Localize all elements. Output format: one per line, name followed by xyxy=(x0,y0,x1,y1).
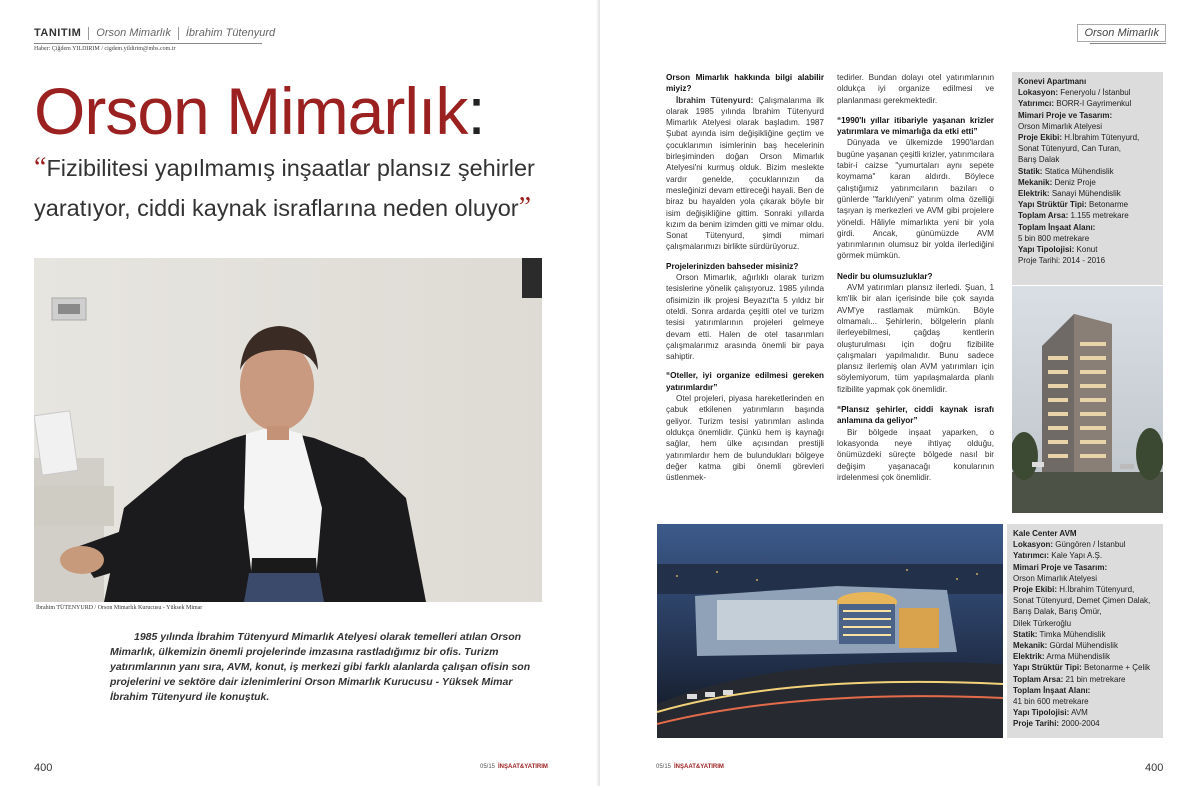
detail-value: Gürdal Mühendislik xyxy=(1049,641,1118,651)
project-detail-line xyxy=(1013,584,1157,595)
detail-label: Yapı Strüktür Tipi: xyxy=(1018,200,1087,210)
detail-value: Kale Yapı A.Ş. xyxy=(1051,551,1103,561)
project-detail-line xyxy=(1013,685,1157,696)
project-detail-line xyxy=(1013,696,1157,707)
detail-value: H.İbrahim Tütenyurd, xyxy=(1064,133,1140,143)
detail-value: Arma Mühendislik xyxy=(1046,652,1110,662)
detail-value: Deniz Proje xyxy=(1054,177,1096,187)
detail-value: H.İbrahim Tütenyurd, xyxy=(1059,585,1135,595)
header-divider xyxy=(88,27,89,40)
answer-paragraph: Bir bölgede inşaat yaparken, o lokasyonda neye ihtiyaç olduğu, önümüzdeki süreçte bölgede nasıl bir değişim yaşanacağı konularının irdelenmesi çok önemlidir. xyxy=(837,427,994,482)
detail-value: Barış Dalak, Barış Ömür, xyxy=(1013,607,1102,617)
byline: Haber: Çiğdem YILDIRIM / cigdem.yildirim@mbs.com.tr xyxy=(34,46,176,52)
section-header xyxy=(34,24,275,42)
project-detail-line xyxy=(1013,573,1157,584)
intro-paragraph: 1985 yılında İbrahim Tütenyurd Mimarlık Atelyesi olarak temelleri atılan Orson Mimarlık, ülkemizin önemli projelerinde imzasına rastladığımız bir ofis. Turizm yatırımlarının yanı sıra, AVM, konut, iş merkezi gibi farklı alanlarda çalışan ofisin son projelerini ve sektöre dair izlenimlerini Orson Mimarlık Kurucusu - Yüksek Mimar İbrahim Tütenyurd ile konuştuk. xyxy=(110,631,531,703)
detail-label: Lokasyon: xyxy=(1018,88,1059,98)
detail-label: Proje Ekibi: xyxy=(1013,585,1058,595)
detail-value: Sonat Tütenyurd, Demet Çimen Dalak, xyxy=(1013,596,1151,606)
portrait-illustration xyxy=(34,258,542,602)
detail-value: 41 bin 600 metrekare xyxy=(1013,697,1089,707)
project-detail-line xyxy=(1018,233,1157,244)
pull-heading: “1990'lı yıllar itibariyle yaşanan krizler yatırımlara ve mimarlığa da etki etti” xyxy=(837,115,994,137)
article-column-1 xyxy=(666,72,824,483)
answer-paragraph-continued: tedirler. Bundan dolayı otel yatırımlarının oldukça iyi organize edilmesi ve planlanması gerekmektedir. xyxy=(837,73,994,105)
magazine-footer xyxy=(480,764,548,770)
quote-open: “ xyxy=(34,152,47,183)
project-detail-line xyxy=(1013,595,1157,606)
project-detail-line xyxy=(1013,629,1157,640)
detail-value: Sonat Tütenyurd, Can Turan, xyxy=(1018,144,1122,154)
detail-label: Elektrik: xyxy=(1018,189,1050,199)
project-detail-line xyxy=(1013,539,1157,550)
detail-value: Dilek Türkeroğlu xyxy=(1013,618,1072,628)
article-column-2 xyxy=(837,72,994,483)
project-detail-line xyxy=(1018,110,1157,121)
article-subtitle xyxy=(34,148,574,228)
building-render-photo xyxy=(1012,286,1163,513)
magazine-issue: 05/15 xyxy=(480,764,496,770)
subtitle-text: Fizibilitesi yapılmamış inşaatlar plansız şehirler yaratıyor, ciddi kaynak israflarına neden oluyor xyxy=(34,155,535,221)
detail-value: Timka Mühendislik xyxy=(1039,629,1106,639)
header-rule xyxy=(1090,43,1166,44)
project-detail-line xyxy=(1013,651,1157,662)
project-detail-line xyxy=(1018,177,1157,188)
project-detail-line xyxy=(1013,618,1157,629)
project-detail-line xyxy=(1013,718,1157,729)
mall-illustration xyxy=(657,524,1003,738)
project-info-box-konevi xyxy=(1012,72,1163,285)
pull-heading: “Plansız şehirler, ciddi kaynak israfı anlamına da geliyor” xyxy=(837,405,994,426)
project-detail-line xyxy=(1018,188,1157,199)
answer-paragraph xyxy=(666,95,824,253)
answer-paragraph: Orson Mimarlık, ağırlıklı olarak turizm tesislerine yönelik çalışıyoruz. 1985 yılında ofisimizin ilk projesi Beyazıt'ta 5 yıldız bir oteldi. Sonra ardarda çeşitli otel ve turizm tesisi yatırımlarının projeleri gelmeye devam etti. Halen de otel tasarımları çalışmalarımız arasında önemli bir paya sahiptir. xyxy=(666,273,824,362)
question-heading: Projelerinizden bahseder misiniz? xyxy=(666,261,799,271)
header-rule xyxy=(34,43,262,44)
answer-paragraph: AVM yatırımları plansız ilerledi. Şuan, 1 km'lik bir alan içerisinde bile çok sayıda AVM'ye rastlamak mümkün. Böyle olmamalı... Şehirlerin, bölgelerin planlı ilerleyebilmesi, çağdaş kentlerin oluşturulması için doğru fizibilite çalışmaları yapılmalıdır. Bunu sadece plansız ilerlemiş olan AVM yatırımları için söylemiyorum, tüm yapılaşmalarda planlı fizibilite yapmak çok önemlidir. xyxy=(837,283,994,394)
photo-caption: İbrahim TÜTENYURD / Orson Mimarlık Kurucusu - Yüksek Mimar xyxy=(36,605,203,611)
detail-label: Toplam İnşaat Alanı: xyxy=(1013,685,1091,695)
detail-label: Yatırımcı: xyxy=(1013,551,1050,561)
project-detail-line xyxy=(1013,707,1157,718)
project-detail-line xyxy=(1013,640,1157,651)
right-page xyxy=(600,0,1200,786)
detail-value: Orson Mimarlık Atelyesi xyxy=(1018,121,1103,131)
detail-label: Proje Ekibi: xyxy=(1018,133,1063,143)
detail-value: Sanayi Mühendislik xyxy=(1051,189,1121,199)
detail-value: 21 bin metrekare xyxy=(1065,674,1126,684)
detail-value: Statica Mühendislik xyxy=(1044,166,1114,176)
project-detail-line xyxy=(1013,562,1157,573)
project-name: Konevi Apartmanı xyxy=(1018,77,1087,86)
detail-value: AVM xyxy=(1071,708,1088,718)
project-detail-line xyxy=(1018,154,1157,165)
detail-value: 5 bin 800 metrekare xyxy=(1018,233,1090,243)
title-colon: : xyxy=(467,74,485,148)
detail-label: Mimari Proje ve Tasarım: xyxy=(1018,110,1113,120)
detail-label: Yapı Tipolojisi: xyxy=(1013,708,1070,718)
mall-night-photo xyxy=(657,524,1003,738)
detail-label: Toplam İnşaat Alanı: xyxy=(1018,222,1096,232)
detail-label: Proje Tarihi: xyxy=(1013,719,1060,729)
right-header-label: Orson Mimarlık xyxy=(1077,24,1166,42)
detail-value: BORR-I Gayrimenkul xyxy=(1056,99,1132,109)
detail-label: Yapı Tipolojisi: xyxy=(1018,245,1075,255)
question-heading: Orson Mimarlık hakkında bilgi alabilir miyiz? xyxy=(666,73,824,94)
detail-value: Betonarme + Çelik xyxy=(1083,663,1151,673)
project-detail-line xyxy=(1018,255,1157,266)
project-detail-line xyxy=(1018,199,1157,210)
quote-close: ” xyxy=(518,192,532,223)
article-title-text: Orson Mimarlık xyxy=(34,74,468,148)
answer-paragraph: Dünyada ve ülkemizde 1990'lardan bugüne yaşanan çeşitli krizler, yatırımcılara tabir-i caizse "yumurtaları aynı sepete koymama" karan aldırdı. Böylece çalıştığımız yatırımcıların bazıları o günlerde "farklı/yeni" yatırım olma özelliği taşıyan iş merkezleri ve AVM gibi projelere yöneldi. Hâliyle mimarlıkta yeni bir yola girdi. Ancak, günümüzde AVM yatırımlarının olumsuz bir yolda ilerlediğini görmek mümkün. xyxy=(837,138,994,261)
answer-text: Çalışmalarıma ilk olarak 1985 yılında İbrahim Tütenyurd Mimarlık Atelyesi olarak başladım. 1987 Şubat ayında isim değişikliğine geçtim ve çocuklarımın isimlerinin baş hecelerinin birleşiminden doğan Orson Mimarlık Atelyesi'ni kurmuş olduk. Bizim meslekte vardır genelde, çocuklarınızın da mesleğinizi devam ettireceği hayali. Ben de biraz bu hayalden yola çıkarak böyle bir isim değişikliğine gittim. Sonraki yıllarda kızım da benim izimden gitti ve mimar oldu. Sonat Tütenyurd, şimdi mimari çalışmalarımızı birlikte sürdürüyoruz. xyxy=(666,95,824,252)
project-detail-line xyxy=(1018,210,1157,221)
header-item-company: Orson Mimarlık xyxy=(96,27,171,39)
detail-label: Elektrik: xyxy=(1013,652,1045,662)
page-number: 400 xyxy=(1145,762,1164,774)
detail-value: Güngören / İstanbul xyxy=(1055,540,1126,550)
project-detail-line xyxy=(1013,662,1157,673)
detail-value: 1.155 metrekare xyxy=(1070,211,1129,221)
project-detail-line xyxy=(1018,87,1157,98)
question-heading: Nedir bu olumsuzluklar? xyxy=(837,271,933,281)
section-label: TANITIM xyxy=(34,27,82,39)
article-title xyxy=(34,74,485,148)
detail-label: Statik: xyxy=(1018,166,1043,176)
magazine-name: İNŞAAT&YATIRIM xyxy=(498,764,548,770)
portrait-photo xyxy=(34,258,542,602)
header-divider xyxy=(178,27,179,40)
magazine-issue: 05/15 xyxy=(656,764,672,770)
magazine-footer xyxy=(656,764,724,770)
detail-value: Barış Dalak xyxy=(1018,155,1060,165)
project-info-box-kale-center xyxy=(1007,524,1163,738)
apartment-illustration xyxy=(1012,286,1163,513)
detail-label: Statik: xyxy=(1013,629,1038,639)
detail-value: Orson Mimarlık Atelyesi xyxy=(1013,573,1098,583)
detail-value: Betonarme xyxy=(1088,200,1129,210)
pull-heading: “Oteller, iyi organize edilmesi gereken yatırımlardır” xyxy=(666,371,824,392)
project-detail-line xyxy=(1013,674,1157,685)
project-detail-line xyxy=(1018,166,1157,177)
detail-label: Toplam Arsa: xyxy=(1013,674,1064,684)
project-detail-line xyxy=(1013,550,1157,561)
detail-label: Mimari Proje ve Tasarım: xyxy=(1013,562,1108,572)
magazine-name: İNŞAAT&YATIRIM xyxy=(674,764,724,770)
detail-value: Konut xyxy=(1076,245,1098,255)
detail-label: Yapı Strüktür Tipi: xyxy=(1013,663,1082,673)
project-detail-line xyxy=(1018,121,1157,132)
detail-label: Lokasyon: xyxy=(1013,540,1054,550)
project-detail-line xyxy=(1013,606,1157,617)
project-detail-line xyxy=(1018,244,1157,255)
header-item-person: İbrahim Tütenyurd xyxy=(185,27,276,39)
project-detail-line xyxy=(1018,132,1157,143)
detail-label: Mekanik: xyxy=(1013,641,1048,651)
detail-label: Mekanik: xyxy=(1018,177,1053,187)
project-detail-line xyxy=(1018,143,1157,154)
detail-label: Toplam Arsa: xyxy=(1018,211,1069,221)
page-number: 400 xyxy=(34,762,53,774)
project-detail-line xyxy=(1018,98,1157,109)
project-name: Kale Center AVM xyxy=(1013,529,1077,538)
detail-label: Yatırımcı: xyxy=(1018,99,1055,109)
project-details xyxy=(1013,539,1157,729)
detail-value: 2000-2004 xyxy=(1061,719,1100,729)
answer-paragraph: Otel projeleri, piyasa hareketlerinden en çabuk etkilenen yatırımların başında geliyor. Turizm tesisi yatırımları aslında oldukça önemlidir. Çünkü hem iş kaynağı sağlar, hem ülke açısından prestijli yatırımlardır hem de bulundukları bölgeye değer katma gibi önemli görevleri üstlenmek- xyxy=(666,394,824,483)
project-detail-line xyxy=(1018,222,1157,233)
detail-value: Proje Tarihi: 2014 - 2016 xyxy=(1018,256,1106,266)
speaker-name: İbrahim Tütenyurd: xyxy=(676,95,754,105)
project-details xyxy=(1018,87,1157,266)
detail-value: Feneryolu / İstanbul xyxy=(1060,88,1131,98)
